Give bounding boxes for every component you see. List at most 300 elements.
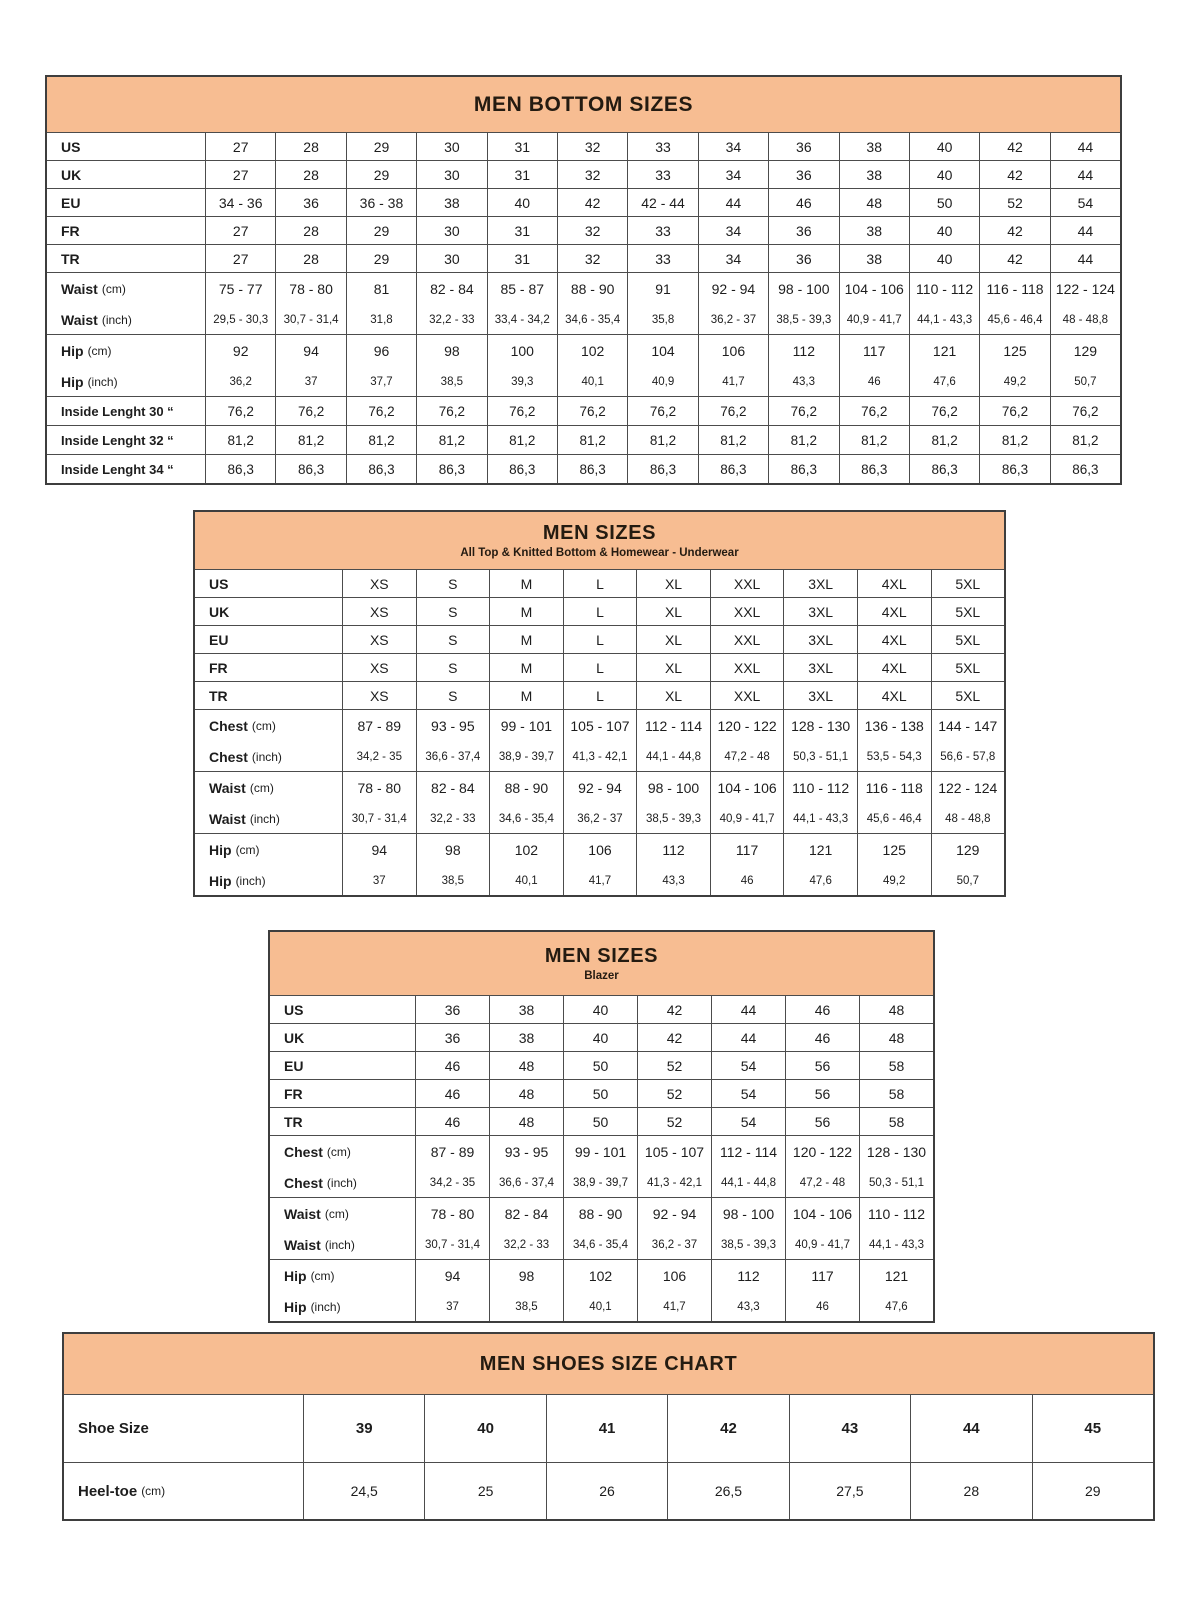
table-cell: 106 bbox=[637, 1260, 711, 1292]
table-cell: M bbox=[489, 570, 563, 597]
table-cell: XXL bbox=[710, 598, 784, 625]
table-cell: 88 - 90 bbox=[563, 1198, 637, 1230]
table-cell: 27 bbox=[205, 217, 275, 244]
table-cell: 45 bbox=[1032, 1395, 1153, 1462]
table-cell: 81,2 bbox=[416, 426, 486, 454]
row-label bbox=[195, 866, 342, 895]
table-row bbox=[195, 681, 1004, 709]
table-cell: 136 - 138 bbox=[857, 710, 931, 742]
table-cell: 38 bbox=[839, 245, 909, 272]
row-label-unit: (inch) bbox=[87, 374, 118, 389]
table-cell: 81,2 bbox=[346, 426, 416, 454]
table-cell: 98 - 100 bbox=[636, 772, 710, 804]
table-cell: 36 bbox=[768, 133, 838, 160]
table-cell: 86,3 bbox=[768, 455, 838, 483]
row-label-text: Waist bbox=[209, 780, 246, 796]
table-cell: 48 - 48,8 bbox=[1050, 305, 1120, 334]
table-cell: 46 bbox=[785, 1292, 859, 1321]
table-row bbox=[270, 1230, 933, 1259]
table-cell: 96 bbox=[346, 335, 416, 367]
table-cell: 46 bbox=[785, 996, 859, 1023]
table-row bbox=[195, 742, 1004, 771]
table-cell: 76,2 bbox=[768, 397, 838, 425]
table-cell: 43,3 bbox=[768, 367, 838, 396]
table-subtitle: All Top & Knitted Bottom & Homewear - Underwear bbox=[460, 547, 739, 559]
table-cell: 41,7 bbox=[563, 866, 637, 895]
table-cell: 32 bbox=[557, 161, 627, 188]
table-row bbox=[64, 1462, 1153, 1519]
table-cell: L bbox=[563, 626, 637, 653]
table-cell: 30,7 - 31,4 bbox=[415, 1230, 489, 1259]
table-row bbox=[47, 188, 1120, 216]
table-cell: 54 bbox=[711, 1052, 785, 1079]
table-cell: 82 - 84 bbox=[416, 772, 490, 804]
table-cell: 41 bbox=[546, 1395, 667, 1462]
table-cell: 102 bbox=[557, 335, 627, 367]
table-cell: 94 bbox=[275, 335, 345, 367]
table-cell: 36,2 - 37 bbox=[563, 804, 637, 833]
table-subtitle: Blazer bbox=[584, 970, 619, 982]
table-cell: 27 bbox=[205, 161, 275, 188]
table-cell: 112 bbox=[768, 335, 838, 367]
table-cell: 36,2 - 37 bbox=[698, 305, 768, 334]
table-cell: 81,2 bbox=[979, 426, 1049, 454]
table-cell: 81,2 bbox=[627, 426, 697, 454]
row-label-unit: (cm) bbox=[235, 843, 260, 857]
table-cell: XS bbox=[342, 626, 416, 653]
table-row bbox=[270, 1107, 933, 1135]
table-cell: 5XL bbox=[931, 626, 1005, 653]
table-cell: 81,2 bbox=[839, 426, 909, 454]
table-cell: 94 bbox=[342, 834, 416, 866]
row-label-unit: (cm) bbox=[101, 282, 126, 296]
table-title: MEN SHOES SIZE CHART bbox=[479, 1352, 738, 1375]
table-cell: 42 bbox=[979, 245, 1049, 272]
table-cell: 36,6 - 37,4 bbox=[489, 1168, 563, 1197]
table-cell: 122 - 124 bbox=[931, 772, 1005, 804]
row-label-unit: (inch) bbox=[101, 312, 132, 327]
row-label bbox=[47, 273, 205, 305]
table-cell: 32 bbox=[557, 217, 627, 244]
table-cell: 29 bbox=[346, 133, 416, 160]
table-cell: 34,2 - 35 bbox=[415, 1168, 489, 1197]
table-cell: 3XL bbox=[783, 682, 857, 709]
table-cell: 28 bbox=[275, 133, 345, 160]
table-cell: 38,5 - 39,3 bbox=[768, 305, 838, 334]
table-cell: 78 - 80 bbox=[342, 772, 416, 804]
table-cell: 40 bbox=[487, 189, 557, 216]
table-cell: 36 bbox=[275, 189, 345, 216]
table-cell: 110 - 112 bbox=[783, 772, 857, 804]
row-label bbox=[195, 710, 342, 742]
table-cell: 112 - 114 bbox=[636, 710, 710, 742]
table-cell: 44 bbox=[1050, 245, 1120, 272]
table-cell: 112 - 114 bbox=[711, 1136, 785, 1168]
table-cell: 87 - 89 bbox=[342, 710, 416, 742]
row-label-text: US bbox=[61, 138, 81, 155]
table-cell: 43,3 bbox=[711, 1292, 785, 1321]
table-cell: 86,3 bbox=[839, 455, 909, 483]
table-cell: 38 bbox=[489, 996, 563, 1023]
table-row bbox=[270, 1079, 933, 1107]
table-cell: 28 bbox=[275, 245, 345, 272]
table-cell: 86,3 bbox=[346, 455, 416, 483]
table-cell: 5XL bbox=[931, 570, 1005, 597]
table-cell: 117 bbox=[785, 1260, 859, 1292]
table-cell: XL bbox=[636, 682, 710, 709]
table-cell: 36 - 38 bbox=[346, 189, 416, 216]
table-cell: 128 - 130 bbox=[859, 1136, 933, 1168]
table-cell: 43,3 bbox=[636, 866, 710, 895]
table-row bbox=[47, 425, 1120, 454]
table-cell: 52 bbox=[637, 1052, 711, 1079]
table-cell: 81,2 bbox=[487, 426, 557, 454]
table-cell: 81,2 bbox=[909, 426, 979, 454]
table-cell: 37 bbox=[275, 367, 345, 396]
table-cell: 38,5 - 39,3 bbox=[711, 1230, 785, 1259]
row-label-text: Hip bbox=[284, 1298, 307, 1315]
table-cell: 112 bbox=[636, 834, 710, 866]
table-cell: 53,5 - 54,3 bbox=[857, 742, 931, 771]
table-cell: 52 bbox=[979, 189, 1049, 216]
table-cell: 26,5 bbox=[667, 1463, 788, 1519]
table-cell: 46 bbox=[768, 189, 838, 216]
table-cell: 44 bbox=[910, 1395, 1031, 1462]
table-cell: 76,2 bbox=[346, 397, 416, 425]
table-cell: 44 bbox=[698, 189, 768, 216]
row-label bbox=[195, 772, 342, 804]
row-label bbox=[270, 1230, 415, 1259]
table-cell: 52 bbox=[637, 1108, 711, 1135]
row-label-unit: (inch) bbox=[326, 1175, 357, 1190]
table-row bbox=[47, 216, 1120, 244]
table-cell: 116 - 118 bbox=[857, 772, 931, 804]
table-cell: 33 bbox=[627, 161, 697, 188]
table-cell: S bbox=[416, 682, 490, 709]
table-row bbox=[195, 804, 1004, 833]
table-row bbox=[195, 771, 1004, 804]
table-cell: 30 bbox=[416, 217, 486, 244]
row-label-unit: (inch) bbox=[251, 749, 282, 764]
row-label-unit: (inch) bbox=[310, 1299, 341, 1314]
table-cell: 44 bbox=[1050, 133, 1120, 160]
row-label-text: Waist bbox=[209, 810, 246, 827]
table-cell: 30 bbox=[416, 161, 486, 188]
table-cell: 47,2 - 48 bbox=[785, 1168, 859, 1197]
row-label bbox=[195, 626, 342, 653]
table-cell: 86,3 bbox=[909, 455, 979, 483]
table-cell: 94 bbox=[415, 1260, 489, 1292]
row-label-text: Chest bbox=[284, 1174, 323, 1191]
row-label-text: UK bbox=[61, 166, 82, 183]
table-row bbox=[195, 866, 1004, 895]
table-cell: 93 - 95 bbox=[416, 710, 490, 742]
table-cell: 29 bbox=[1032, 1463, 1153, 1519]
row-label-unit: (cm) bbox=[87, 344, 112, 358]
table-cell: XL bbox=[636, 654, 710, 681]
table-cell: 46 bbox=[415, 1108, 489, 1135]
table-cell: 27 bbox=[205, 245, 275, 272]
table-cell: 48 bbox=[489, 1108, 563, 1135]
row-label-text: US bbox=[284, 1001, 304, 1018]
row-label-text: Chest bbox=[209, 748, 248, 765]
table-cell: 76,2 bbox=[416, 397, 486, 425]
row-label-text: Hip bbox=[61, 343, 84, 359]
row-label bbox=[270, 1260, 415, 1292]
table-cell: XS bbox=[342, 598, 416, 625]
table-cell: 40,9 - 41,7 bbox=[785, 1230, 859, 1259]
row-label bbox=[270, 1198, 415, 1230]
table-cell: 42 bbox=[979, 161, 1049, 188]
table-cell: 35,8 bbox=[627, 305, 697, 334]
table-cell: 31 bbox=[487, 245, 557, 272]
table-cell: 78 - 80 bbox=[415, 1198, 489, 1230]
table-cell: 86,3 bbox=[698, 455, 768, 483]
table-cell: 76,2 bbox=[839, 397, 909, 425]
table-cell: 75 - 77 bbox=[205, 273, 275, 305]
table-cell: 86,3 bbox=[416, 455, 486, 483]
table-row bbox=[47, 396, 1120, 425]
table-cell: 44 bbox=[1050, 161, 1120, 188]
row-label bbox=[270, 1168, 415, 1197]
table-cell: 32 bbox=[557, 133, 627, 160]
table-row bbox=[47, 132, 1120, 160]
table-cell: 92 bbox=[205, 335, 275, 367]
table-cell: 58 bbox=[859, 1052, 933, 1079]
row-label bbox=[270, 1108, 415, 1135]
row-label bbox=[270, 1024, 415, 1051]
table-cell: 28 bbox=[275, 161, 345, 188]
table-cell: 88 - 90 bbox=[489, 772, 563, 804]
table-cell: 50 bbox=[563, 1052, 637, 1079]
table-cell: 48 bbox=[859, 1024, 933, 1051]
table-cell: 33 bbox=[627, 217, 697, 244]
table-cell: 5XL bbox=[931, 682, 1005, 709]
table-cell: 117 bbox=[710, 834, 784, 866]
table-cell: 121 bbox=[783, 834, 857, 866]
table-cell: 120 - 122 bbox=[710, 710, 784, 742]
table-cell: 40 bbox=[563, 1024, 637, 1051]
table-cell: 48 bbox=[839, 189, 909, 216]
row-label-text: Waist bbox=[284, 1236, 321, 1253]
table-cell: 58 bbox=[859, 1080, 933, 1107]
row-label bbox=[47, 397, 205, 425]
table-row bbox=[47, 244, 1120, 272]
table-row bbox=[195, 653, 1004, 681]
table-cell: 81 bbox=[346, 273, 416, 305]
table-cell: S bbox=[416, 626, 490, 653]
table-cell: 41,7 bbox=[698, 367, 768, 396]
table-cell: 56 bbox=[785, 1052, 859, 1079]
table-cell: 50,3 - 51,1 bbox=[859, 1168, 933, 1197]
table-title-band bbox=[195, 512, 1004, 569]
row-label bbox=[195, 598, 342, 625]
table-cell: 38 bbox=[839, 217, 909, 244]
table-cell: 106 bbox=[563, 834, 637, 866]
table-cell: 46 bbox=[415, 1052, 489, 1079]
table-cell: 36 bbox=[768, 161, 838, 188]
table-cell: 86,3 bbox=[205, 455, 275, 483]
table-cell: 31,8 bbox=[346, 305, 416, 334]
table-cell: 28 bbox=[910, 1463, 1031, 1519]
row-label-text: Hip bbox=[284, 1268, 307, 1284]
row-label-unit: (cm) bbox=[326, 1145, 351, 1159]
table-cell: 30,7 - 31,4 bbox=[342, 804, 416, 833]
table-cell: S bbox=[416, 654, 490, 681]
table-cell: 105 - 107 bbox=[563, 710, 637, 742]
table-cell: 48 - 48,8 bbox=[931, 804, 1005, 833]
table-cell: 82 - 84 bbox=[489, 1198, 563, 1230]
table-cell: 54 bbox=[711, 1108, 785, 1135]
row-label-unit: (inch) bbox=[235, 873, 266, 888]
row-label bbox=[47, 217, 205, 244]
table-cell: 3XL bbox=[783, 626, 857, 653]
table-cell: 38,9 - 39,7 bbox=[489, 742, 563, 771]
table-cell: 36 bbox=[768, 245, 838, 272]
table-row bbox=[47, 454, 1120, 483]
row-label-unit: (cm) bbox=[310, 1269, 335, 1283]
row-label-text: Inside Lenght 34 “ bbox=[61, 461, 174, 477]
table-cell: 37 bbox=[342, 866, 416, 895]
table-cell: 34,2 - 35 bbox=[342, 742, 416, 771]
table-cell: 27 bbox=[205, 133, 275, 160]
table-cell: 81,2 bbox=[557, 426, 627, 454]
table-cell: 104 bbox=[627, 335, 697, 367]
table-row bbox=[47, 334, 1120, 367]
table-cell: 98 bbox=[416, 834, 490, 866]
row-label-text: Inside Lenght 32 “ bbox=[61, 432, 174, 448]
table-cell: 104 - 106 bbox=[710, 772, 784, 804]
table-cell: 33 bbox=[627, 133, 697, 160]
table-cell: 42 - 44 bbox=[627, 189, 697, 216]
table-cell: 44 bbox=[1050, 217, 1120, 244]
table-row bbox=[195, 569, 1004, 597]
table-cell: 120 - 122 bbox=[785, 1136, 859, 1168]
table-cell: 129 bbox=[1050, 335, 1120, 367]
table-cell: 104 - 106 bbox=[839, 273, 909, 305]
table-cell: 42 bbox=[637, 1024, 711, 1051]
table-cell: 50,3 - 51,1 bbox=[783, 742, 857, 771]
table-cell: 56 bbox=[785, 1108, 859, 1135]
table-cell: XXL bbox=[710, 654, 784, 681]
row-label bbox=[195, 742, 342, 771]
row-label bbox=[64, 1395, 303, 1462]
table-cell: 86,3 bbox=[557, 455, 627, 483]
table-cell: 86,3 bbox=[979, 455, 1049, 483]
table-cell: 102 bbox=[563, 1260, 637, 1292]
table-title: MEN SIZES bbox=[542, 522, 657, 544]
table-cell: 76,2 bbox=[557, 397, 627, 425]
table-cell: 85 - 87 bbox=[487, 273, 557, 305]
table-cell: 99 - 101 bbox=[489, 710, 563, 742]
table-cell: 34,6 - 35,4 bbox=[489, 804, 563, 833]
table-cell: 76,2 bbox=[487, 397, 557, 425]
table-cell: 54 bbox=[711, 1080, 785, 1107]
table-row bbox=[47, 160, 1120, 188]
table-cell: 92 - 94 bbox=[698, 273, 768, 305]
table-cell: 34 bbox=[698, 161, 768, 188]
table-cell: 46 bbox=[785, 1024, 859, 1051]
table-cell: 31 bbox=[487, 161, 557, 188]
table-cell: 44 bbox=[711, 1024, 785, 1051]
table-cell: 48 bbox=[489, 1080, 563, 1107]
table-cell: 86,3 bbox=[1050, 455, 1120, 483]
table-cell: 121 bbox=[909, 335, 979, 367]
row-label-text: EU bbox=[284, 1057, 304, 1074]
table-cell: 52 bbox=[637, 1080, 711, 1107]
table-cell: 31 bbox=[487, 133, 557, 160]
table-cell: 44,1 - 43,3 bbox=[859, 1230, 933, 1259]
table-row bbox=[270, 1051, 933, 1079]
table-cell: 76,2 bbox=[275, 397, 345, 425]
row-label bbox=[47, 335, 205, 367]
row-label-text: Hip bbox=[209, 872, 232, 889]
table-cell: 25 bbox=[424, 1463, 545, 1519]
table-cell: 3XL bbox=[783, 654, 857, 681]
row-label-unit: (cm) bbox=[141, 1484, 166, 1498]
row-label bbox=[47, 189, 205, 216]
table-cell: 36,2 - 37 bbox=[637, 1230, 711, 1259]
table-cell: 37 bbox=[415, 1292, 489, 1321]
table-cell: 81,2 bbox=[768, 426, 838, 454]
table-cell: 82 - 84 bbox=[416, 273, 486, 305]
table-cell: 41,3 - 42,1 bbox=[637, 1168, 711, 1197]
table-cell: 40 bbox=[424, 1395, 545, 1462]
men-sizes-top-table bbox=[193, 510, 1006, 897]
table-rows bbox=[64, 1394, 1153, 1519]
table-cell: 128 - 130 bbox=[783, 710, 857, 742]
table-cell: 76,2 bbox=[698, 397, 768, 425]
row-label-unit: (cm) bbox=[251, 719, 276, 733]
table-cell: 42 bbox=[979, 217, 1049, 244]
table-cell: 92 - 94 bbox=[563, 772, 637, 804]
row-label-text: EU bbox=[209, 631, 229, 648]
table-cell: 34,6 - 35,4 bbox=[563, 1230, 637, 1259]
table-cell: 47,6 bbox=[909, 367, 979, 396]
table-cell: 44 bbox=[711, 996, 785, 1023]
table-row bbox=[195, 709, 1004, 742]
table-row bbox=[270, 1259, 933, 1292]
table-cell: 56 bbox=[785, 1080, 859, 1107]
table-cell: 88 - 90 bbox=[557, 273, 627, 305]
table-cell: 81,2 bbox=[698, 426, 768, 454]
table-cell: 98 bbox=[416, 335, 486, 367]
table-cell: 49,2 bbox=[979, 367, 1049, 396]
table-cell: 105 - 107 bbox=[637, 1136, 711, 1168]
table-cell: 42 bbox=[637, 996, 711, 1023]
table-row bbox=[195, 833, 1004, 866]
table-cell: 91 bbox=[627, 273, 697, 305]
table-cell: 30,7 - 31,4 bbox=[275, 305, 345, 334]
row-label-text: FR bbox=[61, 222, 80, 239]
table-cell: 48 bbox=[859, 996, 933, 1023]
table-cell: 30 bbox=[416, 133, 486, 160]
table-title-band bbox=[64, 1334, 1153, 1394]
table-cell: 40 bbox=[909, 161, 979, 188]
table-cell: 29 bbox=[346, 161, 416, 188]
table-cell: 4XL bbox=[857, 682, 931, 709]
row-label bbox=[270, 996, 415, 1023]
table-cell: XS bbox=[342, 654, 416, 681]
table-cell: 50 bbox=[563, 1080, 637, 1107]
table-cell: 40 bbox=[909, 133, 979, 160]
row-label-text: Hip bbox=[209, 842, 232, 858]
table-cell: 38,5 bbox=[416, 367, 486, 396]
table-cell: 46 bbox=[710, 866, 784, 895]
table-cell: L bbox=[563, 570, 637, 597]
row-label bbox=[195, 804, 342, 833]
table-cell: 5XL bbox=[931, 654, 1005, 681]
